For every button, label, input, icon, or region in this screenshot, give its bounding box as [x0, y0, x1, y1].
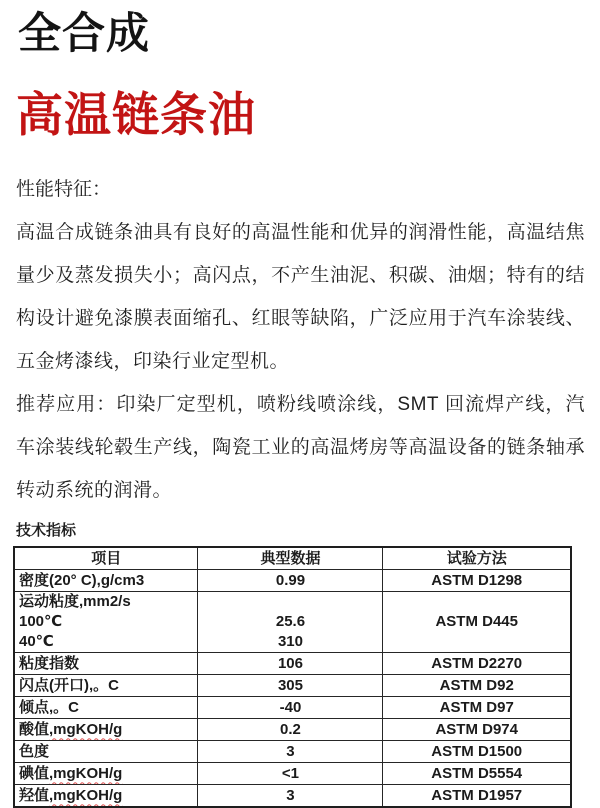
spec-item-label: 粘度指数 — [14, 653, 198, 675]
applications-paragraph: 推荐应用：印染厂定型机，喷粉线喷涂线，SMT 回流焊产线，汽车涂装线轮毂生产线，陶瓷工业的高温烤房等高温设备的链条轴承转动系统的润滑。 — [16, 394, 585, 502]
table-row-hydroxyl-value — [14, 785, 571, 808]
spec-item-label: 运动粘度,mm2/s 100℃ 40℃ — [14, 592, 198, 653]
spec-item-label: 碘值,mgKOH/g — [14, 763, 198, 785]
column-header-typical-data: 典型数据 — [198, 547, 383, 570]
specs-table — [13, 546, 572, 808]
product-name-title: 高温链条油 — [16, 88, 256, 142]
spec-method: ASTM D1500 — [383, 741, 571, 763]
spec-item-label: 倾点,。C — [14, 697, 198, 719]
spec-value: -40 — [198, 697, 383, 719]
spec-value: 0.99 — [198, 570, 383, 592]
spellcheck-underlined-unit: ,mgKOH/g — [49, 720, 123, 738]
table-row-iodine-value — [14, 763, 571, 785]
spec-item-label: 闪点(开口),。C — [14, 675, 198, 697]
spec-method: ASTM D97 — [383, 697, 571, 719]
table-row-pour-point — [14, 697, 571, 719]
spec-item-label: 色度 — [14, 741, 198, 763]
spec-method: ASTM D974 — [383, 719, 571, 741]
spellcheck-underlined-unit: ,mgKOH/g — [49, 764, 123, 782]
table-caption: 技术指标 — [16, 522, 77, 540]
table-row-flash-point — [14, 675, 571, 697]
spec-method: ASTM D92 — [383, 675, 571, 697]
table-row-viscosity — [14, 592, 571, 653]
table-row-density — [14, 570, 571, 592]
spec-method: ASTM D2270 — [383, 653, 571, 675]
spec-method: ASTM D445 — [383, 592, 571, 653]
spec-method: ASTM D1298 — [383, 570, 571, 592]
column-header-test-method: 试验方法 — [383, 547, 571, 570]
table-row-acid-value — [14, 719, 571, 741]
spec-item-label: 羟值,mgKOH/g — [14, 785, 198, 808]
spec-item-label: 酸值,mgKOH/g — [14, 719, 198, 741]
spec-item-label: 密度(20° C),g/cm3 — [14, 570, 198, 592]
column-header-item: 项目 — [14, 547, 198, 570]
spec-value: 106 — [198, 653, 383, 675]
spec-value: 305 — [198, 675, 383, 697]
spec-value: 3 — [198, 785, 383, 808]
table-row-viscosity-index — [14, 653, 571, 675]
product-line-title: 全合成 — [18, 10, 150, 58]
features-heading: 性能特征： — [16, 179, 112, 201]
spellcheck-underlined-unit: ,mgKOH/g — [49, 786, 123, 804]
spec-method: ASTM D1957 — [383, 785, 571, 808]
spec-value: 0.2 — [198, 719, 383, 741]
spec-value: 3 — [198, 741, 383, 763]
features-paragraph: 高温合成链条油具有良好的高温性能和优异的润滑性能，高温结焦量少及蒸发损失小；高闪点，不产生油泥、积碳、油烟；特有的结构设计避免漆膜表面缩孔、红眼等缺陷，广泛应用于汽车涂装线、五金烤漆线，印染行业定型机。 — [16, 222, 585, 373]
spec-method: ASTM D5554 — [383, 763, 571, 785]
spec-value: <1 — [198, 763, 383, 785]
spec-value: 25.6 310 — [198, 592, 383, 653]
table-header-row — [14, 547, 571, 570]
table-row-color — [14, 741, 571, 763]
